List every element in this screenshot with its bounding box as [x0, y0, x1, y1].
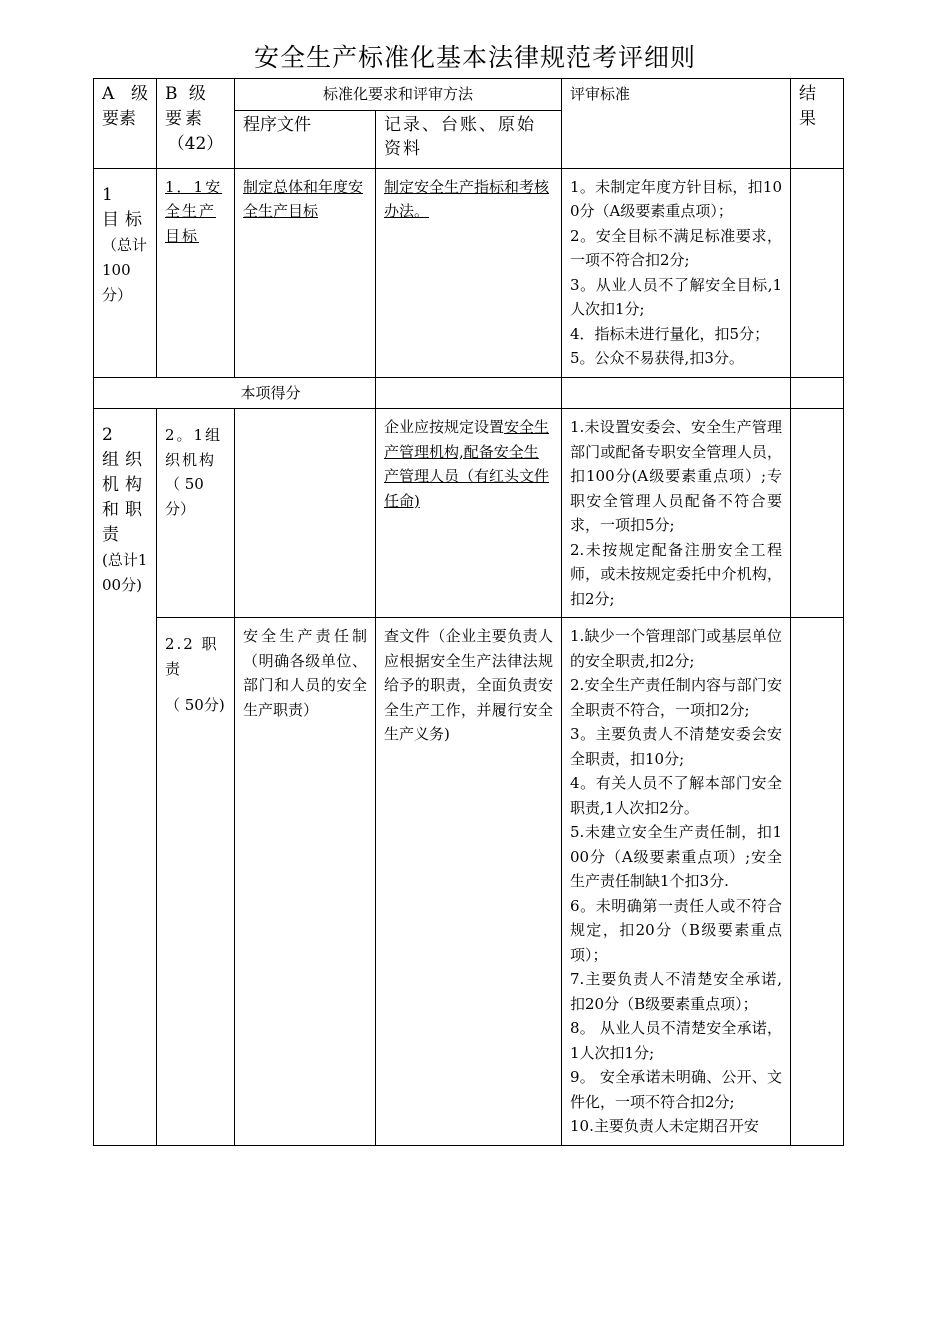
section-1-a-level: 1 目标 （总计100分） — [94, 168, 157, 377]
section-1-criteria — [562, 168, 791, 377]
criteria-item: 4．指标未进行量化，扣5分； — [570, 324, 770, 343]
header-records: 记录、台账、原始资料 — [376, 110, 562, 168]
section-2-2-result — [791, 618, 844, 1146]
score-cell-records — [376, 377, 562, 409]
section-2-a-level: 2 组织机构和职责 (总计100分) — [94, 409, 157, 1146]
section-2-2-procedure: 安全生产责任制（明确各级单位、部门和人员的安全生产职责） — [235, 618, 376, 1146]
criteria-item: 6。未明确第一责任人或不符合规定，扣20分（B级要素重点项）； — [570, 896, 783, 964]
header-procedure: 程序文件 — [235, 110, 376, 168]
criteria-item: 1.缺少一个管理部门或基层单位的安全职责,扣2分; — [570, 627, 783, 670]
score-row — [94, 377, 844, 409]
criteria-item: 4。有关人员不了解本部门安全职责,1人次扣2分。 — [570, 774, 783, 817]
criteria-item: 2.安全生产责任制内容与部门安全职责不符合，一项扣2分; — [570, 676, 783, 719]
criteria-item: 10.主要负责人未定期召开安 — [570, 1117, 759, 1135]
criteria-item: 8。 从业人员不清楚安全承诺，1人次扣1分; — [570, 1019, 783, 1062]
criteria-item: 3。从业人员不了解安全目标,1人次扣1分; — [570, 275, 783, 318]
header-b-level: B 级要素 （42） — [157, 79, 235, 169]
criteria-item: 2.未按规定配备注册安全工程师，或未按规定委托中介机构，扣2分; — [570, 540, 783, 608]
section-2-1-procedure — [235, 409, 376, 618]
section-1-procedure: 制定总体和年度安全生产目标 — [235, 168, 376, 377]
score-cell-result — [791, 377, 844, 409]
header-row — [94, 79, 844, 111]
score-cell-criteria — [562, 377, 791, 409]
criteria-item: 9。 安全承诺未明确、公开、文件化，一项不符合扣2分; — [570, 1068, 783, 1111]
section-1-result — [791, 168, 844, 377]
section-2-2-row — [94, 618, 844, 1146]
criteria-item: 1。未制定年度方针目标，扣100分（A级要素重点项）； — [570, 177, 783, 220]
section-2-1-b-level: 2。1组织机构 （ 50分） — [157, 409, 235, 618]
header-result: 结果 — [791, 79, 844, 169]
criteria-item: 3。主要负责人不清楚安委会安全职责，扣10分; — [570, 725, 783, 768]
section-2-1-row — [94, 409, 844, 618]
section-2-2-criteria — [562, 618, 791, 1146]
section-2-1-result — [791, 409, 844, 618]
criteria-item: 2。安全目标不满足标准要求，一项不符合扣2分; — [570, 226, 783, 269]
section-2-2-b-level: 2.2 职责 （ 50分) — [157, 618, 235, 1146]
section-1-b-level: 1．1安全生产目标 — [157, 168, 235, 377]
header-a-level: A 级要素 — [94, 79, 157, 169]
header-method: 标准化要求和评审方法 — [235, 79, 562, 111]
evaluation-table — [93, 78, 844, 1146]
page-title: 安全生产标准化基本法律规范考评细则 — [253, 43, 696, 72]
section-2-1-records: 企业应按规定设置安全生产管理机构,配备安全生产管理人员（有红头文件任命) — [376, 409, 562, 618]
criteria-item: 5.未建立安全生产责任制，扣100分（A级要素重点项）;安全生产责任制缺1个扣3分. — [570, 823, 783, 890]
section-2-2-records: 查文件（企业主要负责人应根据安全生产法律法规给予的职责，全面负责安全生产工作，并履行安全生产义务) — [376, 618, 562, 1146]
criteria-item: 7.主要负责人不清楚安全承诺,扣20分（B级要素重点项）； — [570, 970, 783, 1013]
criteria-item: 5。公众不易获得,扣3分。 — [570, 349, 744, 367]
section-1-row — [94, 168, 844, 377]
score-label: 本项得分 — [94, 377, 376, 409]
criteria-item: 1.未设置安委会、安全生产管理部门或配备专职安全管理人员，扣100分(A级要素重点项）;专职安全管理人员配备不符合要求，一项扣5分; — [570, 418, 783, 534]
header-criteria: 评审标准 — [562, 79, 791, 169]
section-1-records: 制定安全生产指标和考核办法。 — [376, 168, 562, 377]
section-2-1-criteria — [562, 409, 791, 618]
